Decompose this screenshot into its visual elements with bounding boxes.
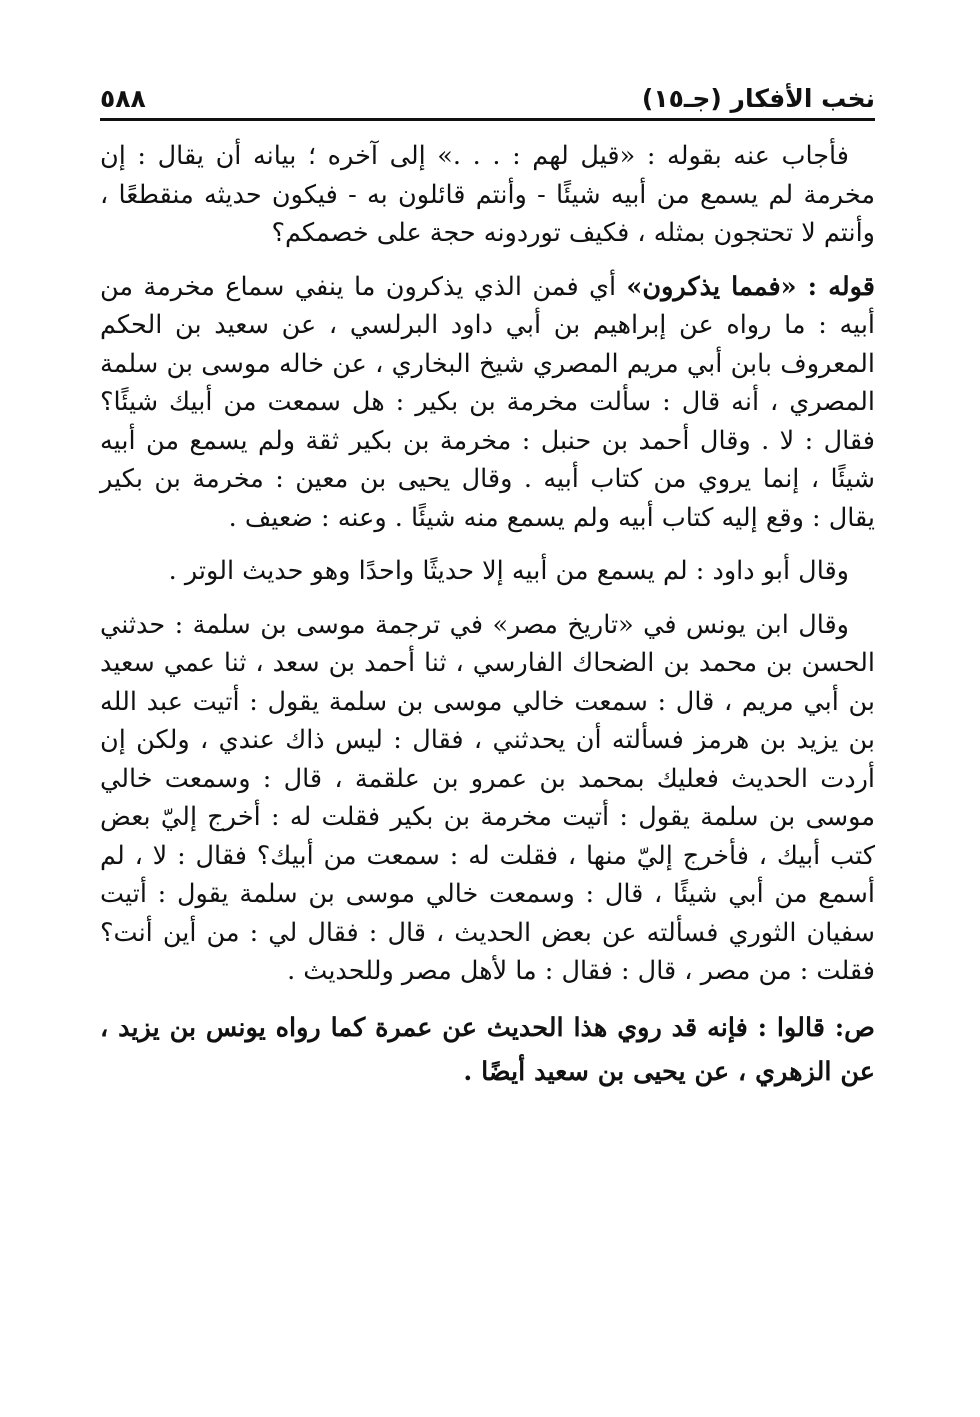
paragraph-matn: ص: قالوا : فإنه قد روي هذا الحديث عن عمرة كما رواه يونس بن يزيد ، عن الزهري ، عن يحيى بن سعيد أيضًا .: [100, 1012, 875, 1087]
page-number: ٥٨٨: [100, 84, 146, 113]
paragraph-ibn-yunus: وقال ابن يونس في «تاريخ مصر» في ترجمة موسى بن سلمة : حدثني الحسن بن محمد بن الضحاك الفارسي ، ثنا أحمد بن سعد ، ثنا عمي سعيد بن أبي مريم ، قال : سمعت خالي موسى بن سلمة يقول : أتيت عبد الله بن يزيد بن هرمز فسألته أن يحدثني ، فقال : ليس ذاك عندي ، ولكن إن أردت الحديث فعليك بمحمد بن عمرو بن علقمة ، قال : وسمعت خالي موسى بن سلمة يقول : أتيت مخرمة بن بكير فقلت له : أخرج إليّ بعض كتب أبيك ، فأخرج إليّ منها ، فقلت له : سمعت من أبيك؟ فقال : لا ، لم أسمع من أبي شيئًا ، قال : وسمعت خالي موسى بن سلمة يقول : أتيت سفيان الثوري فسألته عن بعض الحديث ، قال : فقال لي : من أين أنت؟ فقلت : من مصر ، قال : فقال : ما لأهل مصر وللحديث .: [100, 609, 875, 986]
paragraph-commentary: [100, 268, 875, 538]
book-page: [100, 70, 875, 1109]
page-header: [100, 70, 875, 114]
paragraph-lead: قوله : «فمما يذكرون»: [626, 271, 875, 302]
paragraph-abu-dawud: وقال أبو داود : لم يسمع من أبيه إلا حديثًا واحدًا وهو حديث الوتر .: [168, 556, 849, 586]
header-divider: [100, 118, 875, 121]
paragraph-answer: فأجاب عنه بقوله : «قيل لهم : . . .» إلى آخره ؛ بيانه أن يقال : إن مخرمة لم يسمع من أبيه شيئًا - وأنتم قائلون به - فيكون حديثه منقطعًا ، وأنتم لا تحتجون بمثله ، فكيف توردونه حجة على خصمكم؟: [100, 141, 875, 248]
paragraph-body: أي فمن الذي يذكرون ما ينفي سماع مخرمة من أبيه : ما رواه عن إبراهيم بن أبي داود البرلسي ، عن سعيد بن الحكم المعروف بابن أبي مريم المصري شيخ البخاري ، عن خاله موسى بن سلمة المصري ، أنه قال : سألت مخرمة بن بكير : هل سمعت من أبيك شيئًا؟ فقال : لا . وقال أحمد بن حنبل : مخرمة بن بكير ثقة ولم يسمع من أبيه شيئًا ، إنما يروي من كتاب أبيه . وقال يحيى بن معين : مخرمة بن بكير يقال : وقع إليه كتاب أبيه ولم يسمع منه شيئًا . وعنه : ضعيف .: [100, 271, 875, 533]
book-title: نخب الأفكار (جـ١٥): [641, 84, 875, 113]
